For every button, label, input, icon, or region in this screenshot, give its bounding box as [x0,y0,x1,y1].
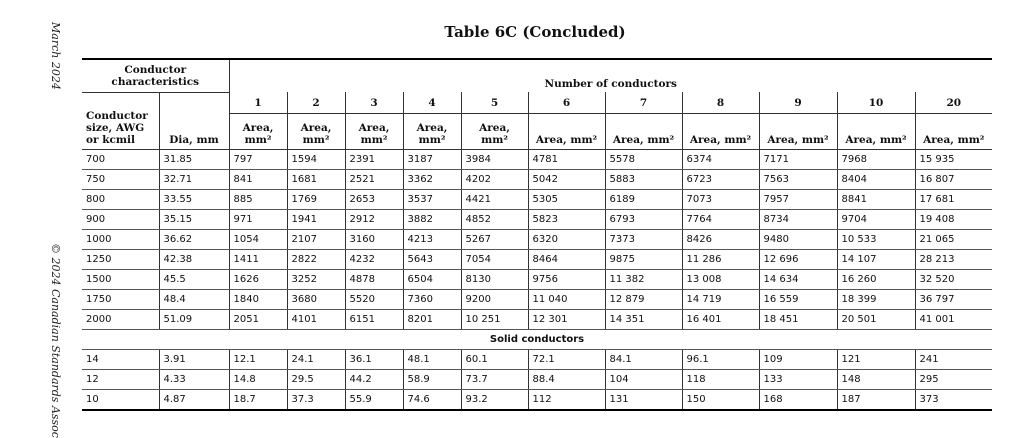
cell-area: 5578 [605,150,682,170]
cell-area: 1054 [229,230,287,250]
cell-area: 16 401 [682,310,759,330]
cell-area: 2653 [345,190,403,210]
cell-area: 10 251 [461,310,528,330]
cell-diameter: 4.87 [159,390,229,411]
cell-area: 373 [915,390,992,411]
cell-area: 18 399 [837,290,915,310]
cell-area: 8404 [837,170,915,190]
cell-area: 14 719 [682,290,759,310]
table-row [82,310,992,330]
header-area-8: Area, mm² [682,114,759,150]
table-row [82,190,992,210]
cell-area: 8130 [461,270,528,290]
cell-area: 6151 [345,310,403,330]
header-area-1: Area, mm² [229,114,287,150]
section-row-solid [82,330,992,350]
table-row [82,250,992,270]
cell-area: 16 807 [915,170,992,190]
cell-area: 16 260 [837,270,915,290]
table-row [82,350,992,370]
cell-size: 1500 [82,270,159,290]
cell-area: 11 382 [605,270,682,290]
header-count-4: 4 [403,92,461,114]
cell-size: 750 [82,170,159,190]
cell-area: 1769 [287,190,345,210]
cell-area: 150 [682,390,759,411]
cell-area: 9756 [528,270,605,290]
cell-area: 6793 [605,210,682,230]
cell-area: 9875 [605,250,682,270]
header-count-3: 3 [345,92,403,114]
cell-area: 7373 [605,230,682,250]
cell-area: 6374 [682,150,759,170]
cell-area: 1941 [287,210,345,230]
cell-area: 241 [915,350,992,370]
cell-area: 7764 [682,210,759,230]
cell-area: 109 [759,350,837,370]
cell-area: 4101 [287,310,345,330]
header-area-6: Area, mm² [528,114,605,150]
header-count-11: 20 [915,92,992,114]
header-conductor-size: Conductor size, AWG or kcmil [82,92,159,150]
cell-area: 10 533 [837,230,915,250]
cell-area: 12 696 [759,250,837,270]
cell-area: 37.3 [287,390,345,411]
header-count-1: 1 [229,92,287,114]
header-count-2: 2 [287,92,345,114]
cell-size: 14 [82,350,159,370]
cell-area: 20 501 [837,310,915,330]
cell-area: 8464 [528,250,605,270]
cell-area: 5520 [345,290,403,310]
cell-area: 72.1 [528,350,605,370]
cell-area: 118 [682,370,759,390]
cell-area: 131 [605,390,682,411]
cell-diameter: 42.38 [159,250,229,270]
table-row [82,290,992,310]
cell-area: 7171 [759,150,837,170]
cell-area: 841 [229,170,287,190]
header-count-9: 9 [759,92,837,114]
cell-size: 2000 [82,310,159,330]
table-row [82,210,992,230]
cell-area: 3362 [403,170,461,190]
cell-diameter: 51.09 [159,310,229,330]
cell-area: 4878 [345,270,403,290]
cell-area: 5643 [403,250,461,270]
header-conductor-characteristics: Conductor characteristics [82,59,229,92]
cell-area: 797 [229,150,287,170]
cell-area: 3680 [287,290,345,310]
cell-area: 2107 [287,230,345,250]
cell-area: 112 [528,390,605,411]
cell-area: 44.2 [345,370,403,390]
cell-area: 4781 [528,150,605,170]
cell-area: 36.1 [345,350,403,370]
cell-diameter: 36.62 [159,230,229,250]
header-count-7: 7 [605,92,682,114]
cell-area: 5267 [461,230,528,250]
cell-area: 148 [837,370,915,390]
header-area-9: Area, mm² [759,114,837,150]
cell-area: 2912 [345,210,403,230]
cell-diameter: 4.33 [159,370,229,390]
cell-area: 24.1 [287,350,345,370]
cell-diameter: 32.71 [159,170,229,190]
header-area-2: Area, mm² [287,114,345,150]
cell-area: 5042 [528,170,605,190]
cell-area: 187 [837,390,915,411]
cell-area: 15 935 [915,150,992,170]
cell-area: 41 001 [915,310,992,330]
cell-area: 7563 [759,170,837,190]
cell-area: 6189 [605,190,682,210]
side-date-text: March 2024 [49,22,62,90]
side-copyright-text: © 2024 Canadian Standards Assoc [49,243,62,438]
header-area-4: Area, mm² [403,114,461,150]
cell-area: 6320 [528,230,605,250]
cell-area: 12 879 [605,290,682,310]
cell-area: 16 559 [759,290,837,310]
cell-area: 7957 [759,190,837,210]
cell-area: 4421 [461,190,528,210]
cell-area: 5823 [528,210,605,230]
cell-area: 1626 [229,270,287,290]
cell-area: 21 065 [915,230,992,250]
cell-area: 4202 [461,170,528,190]
cell-area: 9480 [759,230,837,250]
cell-diameter: 45.5 [159,270,229,290]
table-row [82,150,992,170]
cell-area: 14 634 [759,270,837,290]
cell-area: 7968 [837,150,915,170]
cell-area: 3537 [403,190,461,210]
header-count-5: 5 [461,92,528,114]
cell-area: 7073 [682,190,759,210]
cell-area: 3882 [403,210,461,230]
cell-area: 104 [605,370,682,390]
cell-area: 7360 [403,290,461,310]
cell-area: 133 [759,370,837,390]
cell-diameter: 35.15 [159,210,229,230]
cell-size: 1750 [82,290,159,310]
cell-area: 1681 [287,170,345,190]
cell-area: 12.1 [229,350,287,370]
cell-area: 6504 [403,270,461,290]
table-row [82,170,992,190]
cell-area: 2822 [287,250,345,270]
cell-diameter: 31.85 [159,150,229,170]
header-number-of-conductors: Number of conductors [229,59,992,92]
header-count-8: 8 [682,92,759,114]
header-area-3: Area, mm² [345,114,403,150]
cell-area: 2391 [345,150,403,170]
cell-area: 168 [759,390,837,411]
table-row [82,390,992,411]
cell-area: 14 351 [605,310,682,330]
cell-area: 6723 [682,170,759,190]
cell-area: 17 681 [915,190,992,210]
conductor-area-table [82,58,992,411]
cell-area: 4232 [345,250,403,270]
cell-area: 55.9 [345,390,403,411]
cell-area: 1840 [229,290,287,310]
cell-area: 4852 [461,210,528,230]
cell-area: 5883 [605,170,682,190]
table-row [82,370,992,390]
cell-area: 74.6 [403,390,461,411]
cell-area: 971 [229,210,287,230]
cell-area: 28 213 [915,250,992,270]
header-count-6: 6 [528,92,605,114]
cell-area: 9704 [837,210,915,230]
cell-area: 3160 [345,230,403,250]
cell-diameter: 33.55 [159,190,229,210]
cell-area: 14.8 [229,370,287,390]
cell-area: 32 520 [915,270,992,290]
table-row [82,230,992,250]
cell-size: 1000 [82,230,159,250]
cell-area: 11 040 [528,290,605,310]
cell-area: 9200 [461,290,528,310]
cell-area: 1411 [229,250,287,270]
table-row [82,270,992,290]
cell-area: 11 286 [682,250,759,270]
cell-area: 19 408 [915,210,992,230]
table-title: Table 6C (Concluded) [444,23,626,41]
cell-area: 8201 [403,310,461,330]
cell-area: 5305 [528,190,605,210]
cell-area: 1594 [287,150,345,170]
cell-area: 3252 [287,270,345,290]
cell-area: 84.1 [605,350,682,370]
cell-size: 700 [82,150,159,170]
cell-diameter: 3.91 [159,350,229,370]
cell-area: 18 451 [759,310,837,330]
cell-area: 58.9 [403,370,461,390]
cell-area: 29.5 [287,370,345,390]
cell-area: 7054 [461,250,528,270]
cell-area: 60.1 [461,350,528,370]
cell-area: 13 008 [682,270,759,290]
cell-area: 121 [837,350,915,370]
header-area-5: Area, mm² [461,114,528,150]
cell-area: 885 [229,190,287,210]
header-area-7: Area, mm² [605,114,682,150]
cell-diameter: 48.4 [159,290,229,310]
cell-area: 2521 [345,170,403,190]
cell-size: 12 [82,370,159,390]
header-area-11: Area, mm² [915,114,992,150]
cell-area: 36 797 [915,290,992,310]
cell-area: 3187 [403,150,461,170]
cell-area: 8426 [682,230,759,250]
cell-area: 8734 [759,210,837,230]
cell-area: 73.7 [461,370,528,390]
section-label-solid: Solid conductors [82,330,992,350]
cell-size: 800 [82,190,159,210]
cell-area: 93.2 [461,390,528,411]
cell-area: 4213 [403,230,461,250]
cell-area: 96.1 [682,350,759,370]
cell-area: 48.1 [403,350,461,370]
cell-area: 3984 [461,150,528,170]
cell-size: 10 [82,390,159,411]
cell-area: 8841 [837,190,915,210]
cell-area: 2051 [229,310,287,330]
cell-area: 88.4 [528,370,605,390]
cell-area: 14 107 [837,250,915,270]
cell-size: 1250 [82,250,159,270]
header-diameter: Dia, mm [159,92,229,150]
cell-area: 295 [915,370,992,390]
header-area-10: Area, mm² [837,114,915,150]
cell-area: 12 301 [528,310,605,330]
cell-size: 900 [82,210,159,230]
header-count-10: 10 [837,92,915,114]
cell-area: 18.7 [229,390,287,411]
